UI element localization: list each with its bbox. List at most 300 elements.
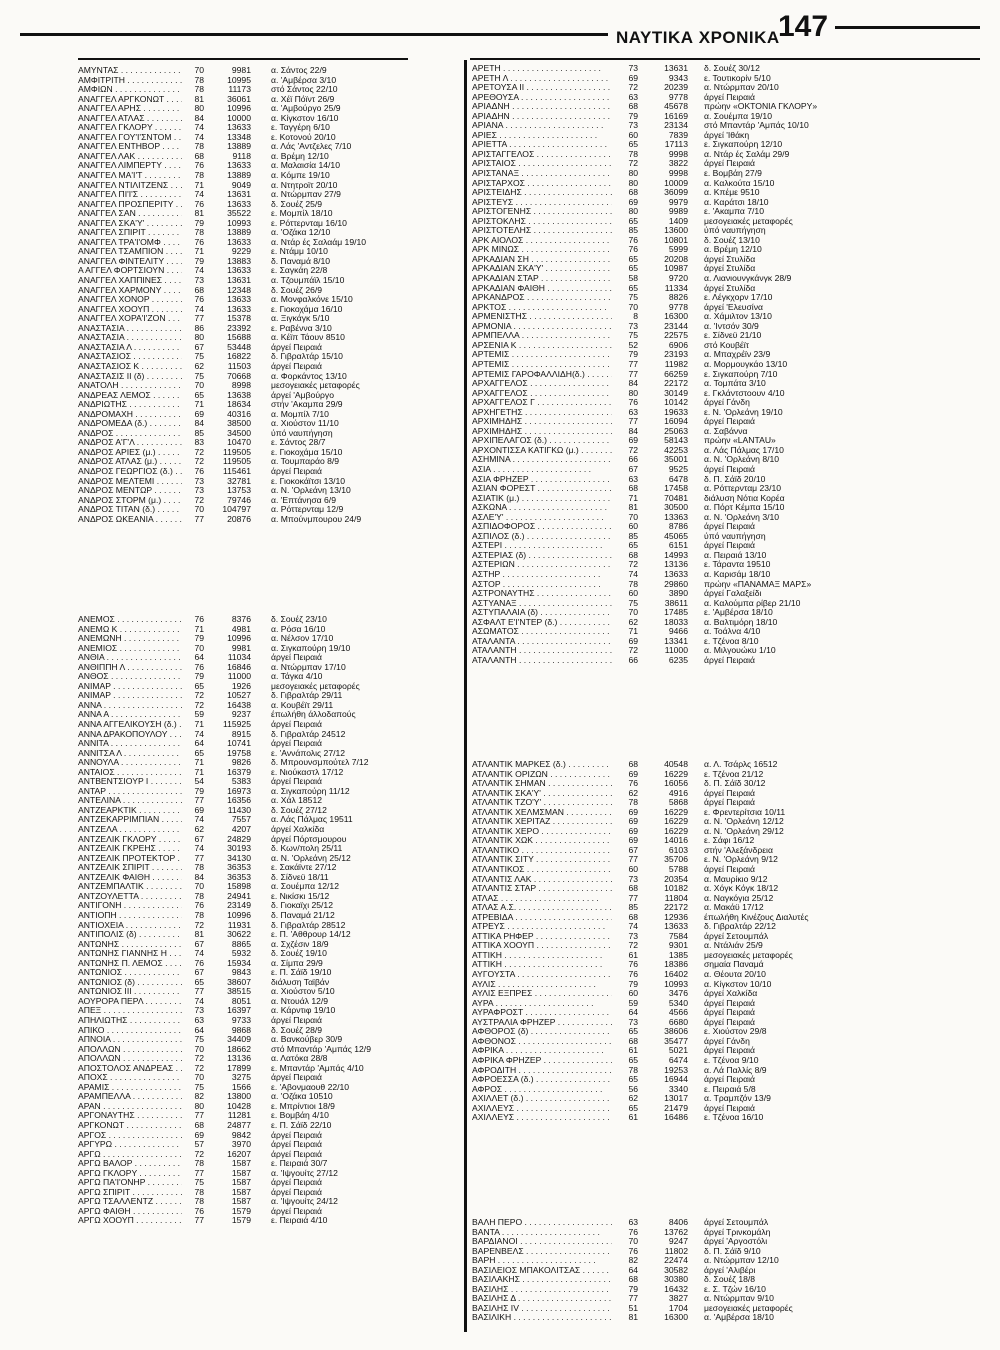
position: α. 'Ιψγουίτς 24/12 — [271, 1197, 338, 1207]
ship-name: ΑΤΡΕΥΣ . . . — [472, 922, 612, 932]
ship-name: ΑΝΑΓΓΕΛ ΕΝΤΗΒΟΡ . . . — [78, 142, 182, 152]
table-row — [472, 513, 982, 523]
tonnage: 15688 — [227, 332, 251, 343]
position: έπωλήθη άλλοδαπούς — [271, 710, 356, 720]
tonnage: 16229 — [664, 806, 688, 817]
ship-name: ΑΡΓΩ ΣΠΙΡΙΤ . . . — [78, 1188, 182, 1198]
tonnage: 25063 — [664, 425, 688, 436]
position: άργεί Πειραιά — [704, 159, 755, 169]
position: δ. Γιβραλτάρ 15/10 — [271, 352, 343, 362]
position: α. Μακάϋ 17/12 — [704, 903, 764, 913]
table-row — [78, 1111, 462, 1121]
table-row — [472, 64, 982, 74]
ship-name: ΑΝΤΖΕΛΙΚ ΓΚΡΕΗΣ . . . — [78, 844, 182, 854]
table-row — [472, 1008, 982, 1018]
build-year: 80 — [194, 332, 204, 343]
table-row — [78, 352, 462, 362]
ship-name: ΑΣΤΕΡΙΩΝ . . . — [472, 560, 612, 570]
build-year: 76 — [628, 244, 638, 255]
ship-name: ΑΦΡΟΕΣΣΑ (δ.) . . . — [472, 1075, 612, 1085]
position: ε. Μπρίντιοι 18/9 — [271, 1101, 335, 1111]
tonnage: 3970 — [231, 1139, 251, 1150]
ship-list-right-lower — [472, 760, 982, 1123]
build-year: 52 — [628, 339, 638, 350]
table-row — [472, 637, 982, 647]
tonnage: 16486 — [664, 1112, 688, 1123]
tonnage: 1587 — [231, 1186, 251, 1197]
ship-name: ΑΣΦΑΛΤ Ε'Ι'ΝΤΕΡ (δ.) . . . — [472, 618, 612, 628]
ship-name: ΑΡΧΙΜΗΔΗΣ . . . — [472, 427, 612, 437]
position: ε. Φρεντερίτσια 10/11 — [704, 807, 786, 817]
ship-name: ΑΤΤΙΚΗ . . . — [472, 951, 612, 961]
position: ε. Πειραιά 5/8 — [704, 1084, 756, 1094]
tonnage: 3827 — [668, 1293, 688, 1304]
build-year: 68 — [628, 1035, 638, 1046]
position: α. Καρισάμ 18/10 — [704, 569, 771, 579]
tonnage: 5999 — [668, 244, 688, 255]
position: ε. Γιοκοχάμα 15/10 — [271, 447, 343, 457]
ship-name: ΑΝΤΖΕΛΙΚ ΣΠΙΡΙΤ . . . — [78, 863, 182, 873]
tonnage: 3275 — [231, 1072, 251, 1083]
table-row — [472, 951, 982, 961]
ship-name: ΑΣΗΜΙΝΑ . . . — [472, 455, 612, 465]
build-year: 64 — [628, 1264, 638, 1275]
table-row — [78, 1159, 462, 1169]
build-year: 60 — [628, 988, 638, 999]
ship-name: ΑΝΝΙΤΑ . . . — [78, 739, 182, 749]
position: άργεί Πειραιά — [704, 1017, 755, 1027]
build-year: 77 — [628, 1293, 638, 1304]
ship-name: ΑΥΡΑΦΡΟΣΤ . . . — [472, 1008, 612, 1018]
position: άργεί Πειραιά — [704, 1103, 755, 1113]
build-year: 80 — [194, 103, 204, 114]
table-row — [78, 663, 462, 673]
position: δ. Π. Σάϊδ 30/12 — [704, 779, 766, 789]
position: άργεί Στυλίδα — [704, 283, 756, 293]
tonnage: 9998 — [668, 168, 688, 179]
build-year: 71 — [194, 179, 204, 190]
ship-name: ΑΡΜΟΝΙΑ . . . — [472, 322, 612, 332]
table-row — [78, 95, 462, 105]
ship-name: ΑΝΤΙΠΟΛΙΣ (δ) . . . — [78, 930, 182, 940]
ship-name: ΑΡΙΣΤΟΤΕΛΗΣ . . . — [472, 226, 612, 236]
build-year: 72 — [194, 1062, 204, 1073]
tonnage: 38500 — [227, 418, 251, 429]
build-year: 65 — [628, 1102, 638, 1113]
ship-name: ΑΠΝΟΙΑ . . . — [78, 1035, 182, 1045]
build-year: 66 — [628, 454, 638, 465]
ship-name: ΑΣΙΑ . . . — [472, 465, 612, 475]
ship-name: ΑΝΤΩΝΗΣ . . . — [78, 940, 182, 950]
table-row — [472, 1094, 982, 1104]
position: άργεί Πειραιά — [704, 1008, 755, 1018]
ship-name: ΑΡΤΕΜΙΣ . . . — [472, 360, 612, 370]
table-row — [78, 448, 462, 458]
ship-name: ΑΡΑΝ . . . — [78, 1102, 182, 1112]
position: α. Λάς 'Αντζελες 7/10 — [271, 142, 352, 152]
ship-name: ΑΝΘΟΣ . . . — [78, 672, 182, 682]
position: ε. Ταγγέρη 6/10 — [271, 123, 330, 133]
build-year: 74 — [194, 728, 204, 739]
ship-name: ΑΣΙΑΝ ΦΟΡΕΣΤ . . . — [472, 484, 612, 494]
build-year: 69 — [628, 835, 638, 846]
position: α. Μπούνμπουρου 24/9 — [271, 514, 362, 524]
ship-name: ΑΡΙΑΔΝΗ . . . — [472, 102, 612, 112]
position: α. Κάρντιφ 19/10 — [271, 1006, 336, 1016]
tonnage: 35477 — [664, 1035, 688, 1046]
tonnage: 9981 — [231, 65, 251, 75]
build-year: 73 — [628, 930, 638, 941]
table-row — [78, 739, 462, 749]
position: πρώην «LANTAU» — [704, 436, 776, 446]
build-year: 73 — [628, 1016, 638, 1027]
build-year: 68 — [628, 483, 638, 494]
tonnage: 13633 — [664, 921, 688, 932]
ship-name: ΑΡΓΩ ΒΑΛΟΡ . . . — [78, 1159, 182, 1169]
position: ε. Ντάμμ 10/10 — [271, 247, 328, 257]
position: δ. Σουέζ 23/10 — [271, 615, 327, 624]
position: α. Ντώρμπαν 17/10 — [271, 662, 346, 672]
table-row — [472, 408, 982, 418]
position: α. Ντώρμπαν 27/9 — [271, 190, 341, 200]
tonnage: 36353 — [227, 871, 251, 882]
tonnage: 1566 — [231, 1081, 251, 1092]
position: άργεί Πειραιά — [271, 466, 322, 476]
table-row — [78, 362, 462, 372]
position: α. Ντητροϊτ 20/10 — [271, 180, 338, 190]
ship-name: ΑΝΘΙΠΠΗ Λ . . . — [78, 663, 182, 673]
build-year: 70 — [628, 511, 638, 522]
position: α. Κουβέϊτ 29/11 — [271, 700, 334, 710]
tonnage: 16846 — [227, 661, 251, 672]
tonnage: 9247 — [668, 1236, 688, 1247]
build-year: 65 — [628, 1054, 638, 1065]
table-row — [78, 505, 462, 515]
position: ε. 'Αννάπολις 27/12 — [271, 748, 346, 758]
table-row — [472, 350, 982, 360]
build-year: 65 — [628, 263, 638, 274]
tonnage: 16207 — [227, 1148, 251, 1159]
position: α. Ρόττερνταμ 12/9 — [271, 505, 344, 515]
build-year: 68 — [628, 549, 638, 560]
tonnage: 34500 — [227, 427, 251, 438]
ship-name: ΑΝΑΣΤΑΣΙΑ Λ . . . — [78, 343, 182, 353]
tonnage: 22474 — [664, 1255, 688, 1266]
tonnage: 13633 — [227, 236, 251, 247]
ship-name: ΑΝΑΓΓΕΛ ΛΙΜΠΕΡΤΥ . . . — [78, 161, 182, 171]
ship-name: ΑΝΤΖΕΛΙΚ ΦΑΙΘΗ . . . — [78, 873, 182, 883]
ship-name: ΑΝΔΡΕΑΣ ΛΕΜΟΣ . . . — [78, 391, 182, 401]
build-year: 74 — [194, 122, 204, 133]
table-row — [472, 264, 982, 274]
tonnage: 23144 — [664, 320, 688, 331]
table-row — [472, 760, 982, 770]
ship-name: ΑΣΙΑΤΙΚ (μ.) . . . — [472, 494, 612, 504]
tonnage: 9720 — [668, 273, 688, 284]
position: α. Τάγκα 4/10 — [271, 672, 323, 682]
tonnage: 23392 — [227, 322, 251, 333]
tonnage: 1587 — [231, 1158, 251, 1169]
position: ε. Τάραντα 19510 — [704, 560, 771, 570]
ship-name: ΑΦΘΟΝΟΣ . . . — [472, 1037, 612, 1047]
build-year: 62 — [628, 616, 638, 627]
ship-name: ΑΝΑΓΓΕΛ ΣΚΑ'Υ' . . . — [78, 219, 182, 229]
position: α. Σαβάννα — [704, 426, 748, 436]
build-year: 68 — [194, 1119, 204, 1130]
build-year: 82 — [628, 1255, 638, 1266]
ship-name: ΑΠΟΣΤΟΛΟΣ ΑΝΔΡΕΑΣ . . . — [78, 1064, 182, 1074]
ship-name: ΑΝΑΓΓΕΛ ΑΤΛΑΣ . . . — [78, 114, 182, 124]
position: άργεί Πόρτσμουρου — [271, 834, 347, 844]
build-year: 76 — [628, 1226, 638, 1237]
build-year: 71 — [194, 766, 204, 777]
position: ε. 'Αμβέρσα 18/10 — [704, 608, 773, 618]
table-row — [78, 1006, 462, 1016]
position: α. 'Επτάνησα 6/9 — [271, 495, 336, 505]
table-row — [78, 152, 462, 162]
tonnage: 9733 — [231, 1014, 251, 1025]
tonnage: 35522 — [227, 208, 251, 219]
position: άργεί Τρινκομάλη — [704, 1227, 771, 1237]
table-row — [472, 379, 982, 389]
build-year: 72 — [628, 444, 638, 455]
position: ε. 'Ακαμπα 7/10 — [704, 207, 764, 217]
build-year: 61 — [628, 1045, 638, 1056]
table-row — [78, 710, 462, 720]
ship-name: ΑΣΚΩΝΑ . . . — [472, 503, 612, 513]
build-year: 76 — [628, 397, 638, 408]
ship-name: ΑΣΩΜΑΤΟΣ . . . — [472, 627, 612, 637]
ship-name: ΑΝΤΩΝΗΣ ΓΙΑΝΝΗΣ Η . . . — [78, 949, 182, 959]
tonnage: 17113 — [664, 139, 688, 150]
table-row — [78, 1121, 462, 1131]
position: α. Βαλτιμόρη 18/10 — [704, 617, 778, 627]
ship-name: ΑΡΙΣΤΑΙΟΣ . . . — [472, 159, 612, 169]
position: άργεί Γάνδη — [704, 1036, 750, 1046]
table-row — [78, 892, 462, 902]
tonnage: 15934 — [227, 957, 251, 968]
tonnage: 45065 — [664, 530, 688, 541]
table-row — [472, 427, 982, 437]
table-row — [472, 303, 982, 313]
build-year: 75 — [194, 1034, 204, 1045]
table-row — [472, 284, 982, 294]
table-row — [472, 417, 982, 427]
tonnage: 30149 — [664, 387, 688, 398]
tonnage: 13363 — [664, 511, 688, 522]
ship-name: ΑΝΝΟΥΛΑ . . . — [78, 758, 182, 768]
ship-name: ΑΡΓΩ ΠΑ'Ι'ΟΝΗΡ . . . — [78, 1178, 182, 1188]
table-row — [78, 429, 462, 439]
position: α. 'Οζάκα 10510 — [271, 1092, 333, 1102]
build-year: 71 — [194, 399, 204, 410]
tonnage: 5383 — [231, 776, 251, 787]
tonnage: 34409 — [227, 1034, 251, 1045]
ship-name: ΑΝΑΓΓΕΛ ΓΟΥ'Ι'ΣΝΤΟΜ . . . — [78, 133, 182, 143]
position: δ. Σουέζ 30/12 — [704, 64, 760, 73]
tonnage: 70668 — [227, 370, 251, 381]
build-year: 60 — [628, 129, 638, 140]
table-row — [78, 1054, 462, 1064]
position: α. Χάμιλτον 13/10 — [704, 312, 772, 322]
tonnage: 12348 — [227, 284, 251, 295]
build-year: 65 — [194, 680, 204, 691]
ship-name: ΑΠΟΛΛΩΝ . . . — [78, 1054, 182, 1064]
table-row — [472, 341, 982, 351]
position: δ. Γιβραλτάρ 24512 — [271, 729, 346, 739]
position: δ. Σουέζ 19/10 — [271, 949, 327, 959]
tonnage: 9998 — [668, 148, 688, 159]
build-year: 78 — [194, 890, 204, 901]
table-row — [78, 844, 462, 854]
tonnage: 6478 — [668, 473, 688, 484]
ship-name: ΑΝΕΜΟΣ . . . — [78, 615, 182, 625]
tonnage: 13017 — [664, 1093, 688, 1104]
position: α. Ν. 'Ορλεάνη 29/12 — [704, 826, 784, 836]
table-row — [472, 1285, 982, 1295]
build-year: 85 — [628, 225, 638, 236]
table-row — [78, 854, 462, 864]
tonnage: 7584 — [668, 930, 688, 941]
ship-name: ΑΝΑΤΟΛΗ . . . — [78, 381, 182, 391]
build-year: 70 — [194, 65, 204, 75]
tonnage: 38606 — [664, 1026, 688, 1037]
tonnage: 10995 — [227, 74, 251, 85]
build-year: 74 — [194, 814, 204, 825]
position: α. Μαλαισία 14/10 — [271, 161, 340, 171]
build-year: 81 — [194, 93, 204, 104]
ship-name: ΑΤΛΑΣ . . . — [472, 894, 612, 904]
tonnage: 30500 — [664, 502, 688, 513]
tonnage: 13600 — [664, 225, 688, 236]
build-year: 65 — [628, 139, 638, 150]
table-row — [472, 541, 982, 551]
table-row — [472, 484, 982, 494]
ship-name: ΑΣΤΕΡΙ . . . — [472, 541, 612, 551]
table-row — [472, 865, 982, 875]
tonnage: 10009 — [664, 177, 688, 188]
tonnage: 20354 — [664, 873, 688, 884]
tonnage: 8406 — [668, 1217, 688, 1227]
position: α. 'Ιψγουίτς 27/12 — [271, 1168, 338, 1178]
ship-name: ΑΝΑΓΓΕΛ ΜΑ'Ι'Τ . . . — [78, 171, 182, 181]
position: α. Λά Παλλίς 8/9 — [704, 1065, 767, 1075]
tonnage: 22575 — [664, 330, 688, 341]
position: α. Χέϊ Πόϊντ 26/9 — [271, 94, 335, 104]
position: α. 'Αμβέρσα 18/10 — [704, 1313, 774, 1323]
ship-name: ΑΝΤΑΡ . . . — [78, 787, 182, 797]
tonnage: 1926 — [231, 680, 251, 691]
tonnage: 18033 — [664, 616, 688, 627]
tonnage: 16944 — [664, 1074, 688, 1085]
position: α. 'Ιντσόν 30/9 — [704, 321, 759, 331]
build-year: 76 — [628, 778, 638, 789]
ship-list-right-upper — [472, 64, 982, 665]
build-year: 79 — [194, 785, 204, 796]
build-year: 65 — [628, 540, 638, 551]
table-row — [78, 825, 462, 835]
ship-name: ΑΝΑΓΓΕΛ ΓΚΛΟΡΥ . . . — [78, 123, 182, 133]
build-year: 75 — [628, 330, 638, 341]
position: άργεί Πειραιά — [271, 1130, 322, 1140]
position: ε. Γκλάντστοουν 4/10 — [704, 388, 785, 398]
table-row — [78, 133, 462, 143]
table-row — [472, 589, 982, 599]
ship-name: ΒΑΣΙΛΗΣ Δ . . . — [472, 1294, 612, 1304]
table-row — [472, 198, 982, 208]
position: α. Λιανιουνγκάνγκ 28/9 — [704, 274, 792, 284]
ship-name: ΑΤΛΑΝΤΙΚ ΜΑΡΚΕΣ (δ.) . . . — [472, 760, 612, 770]
ship-name: ΑΝΑΣΤΑΣΙΣ ΙΙ (δ) . . . — [78, 372, 182, 382]
table-row — [472, 1266, 982, 1276]
position: ε. Σακάϊντε 27/12 — [271, 863, 337, 873]
build-year: 65 — [194, 747, 204, 758]
tonnage: 20208 — [664, 253, 688, 264]
position: α. Μορμουγκάο 13/10 — [704, 359, 788, 369]
ship-name: ΑΤΛΑΝΤΙΚ ΟΡΙΖΩΝ . . . — [472, 770, 612, 780]
position: άργεί Γάνδη — [704, 398, 750, 408]
ship-name: ΑΡΧΙΠΕΛΑΓΟΣ (δ.) . . . — [472, 436, 612, 446]
tonnage: 3822 — [668, 158, 688, 169]
position: άργεί Πειραιά — [704, 417, 755, 427]
tonnage: 9981 — [231, 642, 251, 653]
build-year: 70 — [628, 607, 638, 618]
position: α. 'Αμβούργο 25/9 — [271, 104, 341, 114]
table-row — [78, 835, 462, 845]
tonnage: 5021 — [668, 1045, 688, 1056]
tonnage: 8998 — [231, 380, 251, 391]
position: α. Τζουμπάϊλ 15/10 — [271, 276, 345, 286]
build-year: 63 — [628, 1217, 638, 1227]
build-year: 71 — [628, 626, 638, 637]
ship-name: ΑΜΦΙΩΝ . . . — [78, 85, 182, 95]
tonnage: 1587 — [231, 1177, 251, 1188]
build-year: 77 — [628, 892, 638, 903]
ship-name: ΑΡΚ ΑΙΟΛΟΣ . . . — [472, 236, 612, 246]
position: ε. Τζένοα 16/10 — [704, 1113, 764, 1123]
tonnage: 6474 — [668, 1054, 688, 1065]
ship-name: ΑΠΟΧΣ . . . — [78, 1073, 182, 1083]
build-year: 65 — [628, 215, 638, 226]
table-row — [78, 209, 462, 219]
ship-name: ΑΤΛΑΝΤΙΚ ΧΩΚ . . . — [472, 836, 612, 846]
position: άργεί Πειραιά — [704, 541, 755, 551]
ship-name: ΑΦΡΙΚΑ ΦΡΗΖΕΡ . . . — [472, 1056, 612, 1066]
build-year: 67 — [194, 833, 204, 844]
table-row — [472, 618, 982, 628]
build-year: 72 — [194, 699, 204, 710]
position: α. Θέουτα 20/10 — [704, 970, 766, 980]
ship-name: ΑΝΔΡΟΣ ΑΤΛΑΣ (μ.) . . . — [78, 457, 182, 467]
ship-name: ΑΡΧΙΜΗΔΗΣ . . . — [472, 417, 612, 427]
table-row — [78, 457, 462, 467]
build-year: 73 — [628, 63, 638, 73]
ship-name: ΑΤΑΛΑΝΤΑ . . . — [472, 637, 612, 647]
ship-name: ΑΡΕΘΟΥΣΑ . . . — [472, 93, 612, 103]
tonnage: 1579 — [231, 1215, 251, 1226]
ship-name: ΑΝΔΡΟΣ ΜΕΛΤΕΜΙ . . . — [78, 477, 182, 487]
tonnage: 13348 — [227, 131, 251, 142]
build-year: 81 — [628, 1312, 638, 1323]
ship-name: ΑΡΧΟΝΤΙΣΣΑ ΚΑΤΙΓΚΩ (μ.) . . . — [472, 446, 612, 456]
position: διάλυση Ταϊβάν — [271, 977, 330, 987]
tonnage: 3890 — [668, 588, 688, 599]
ship-name: ΑΣΤΡΟΝΑΥΤΗΣ . . . — [472, 589, 612, 599]
tonnage: 13631 — [227, 275, 251, 286]
table-row — [472, 1304, 982, 1314]
position: α. 'Οζάκα 12/10 — [271, 228, 331, 238]
position: ε. Τζένοα 8/10 — [704, 636, 759, 646]
